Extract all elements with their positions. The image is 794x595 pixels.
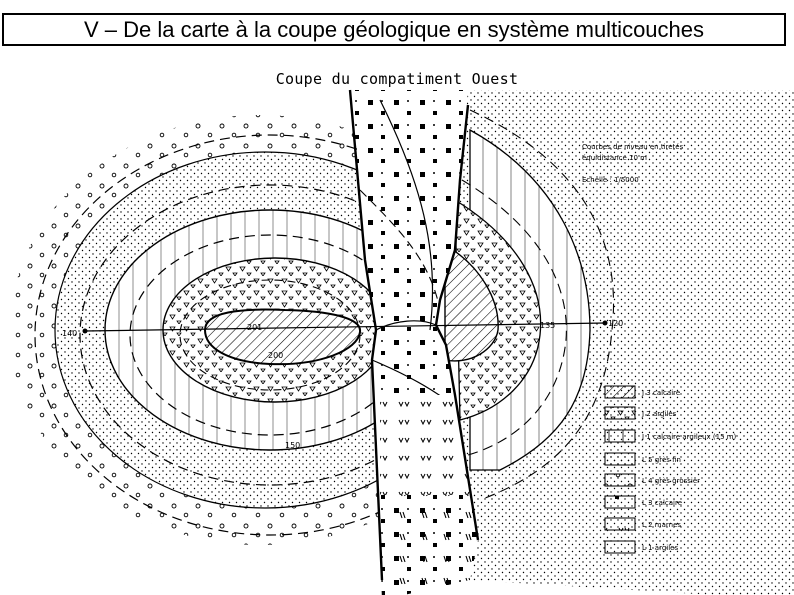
legend-label-j3: J 3 calcaire	[642, 389, 681, 397]
contour-label-200: 200	[268, 351, 284, 360]
section-end-west	[83, 329, 88, 334]
contour-label-201: 201	[247, 323, 263, 332]
legend-label-l5: L 5 grès fin	[642, 456, 681, 464]
contour-label-140: 140	[62, 329, 78, 338]
legend-label-l4: L 4 grès grossier	[642, 477, 701, 485]
note-equidistance: équidistance 10 m	[582, 154, 647, 162]
page-title: V – De la carte à la coupe géologique en système multicouches	[83, 16, 705, 42]
legend-label-l1: L 1 argiles	[642, 544, 679, 552]
note-contours: Courbes de niveau en tiretés	[582, 143, 684, 151]
contour-label-135: 135	[540, 321, 556, 330]
contour-label-120: 120	[608, 319, 624, 328]
legend-label-j2: J 2 argiles	[642, 410, 677, 418]
section-end-east	[603, 321, 608, 326]
legend-label-l2: L 2 marnes	[642, 521, 682, 529]
contour-label-150: 150	[285, 441, 301, 450]
section-subtitle: Coupe du compatiment Ouest	[275, 70, 519, 88]
note-scale: Echelle : 1/5000	[582, 176, 639, 184]
legend-label-j1: J 1 calcaire argileux (15 m)	[642, 433, 737, 441]
legend-label-l3: L 3 calcaire	[642, 499, 683, 507]
